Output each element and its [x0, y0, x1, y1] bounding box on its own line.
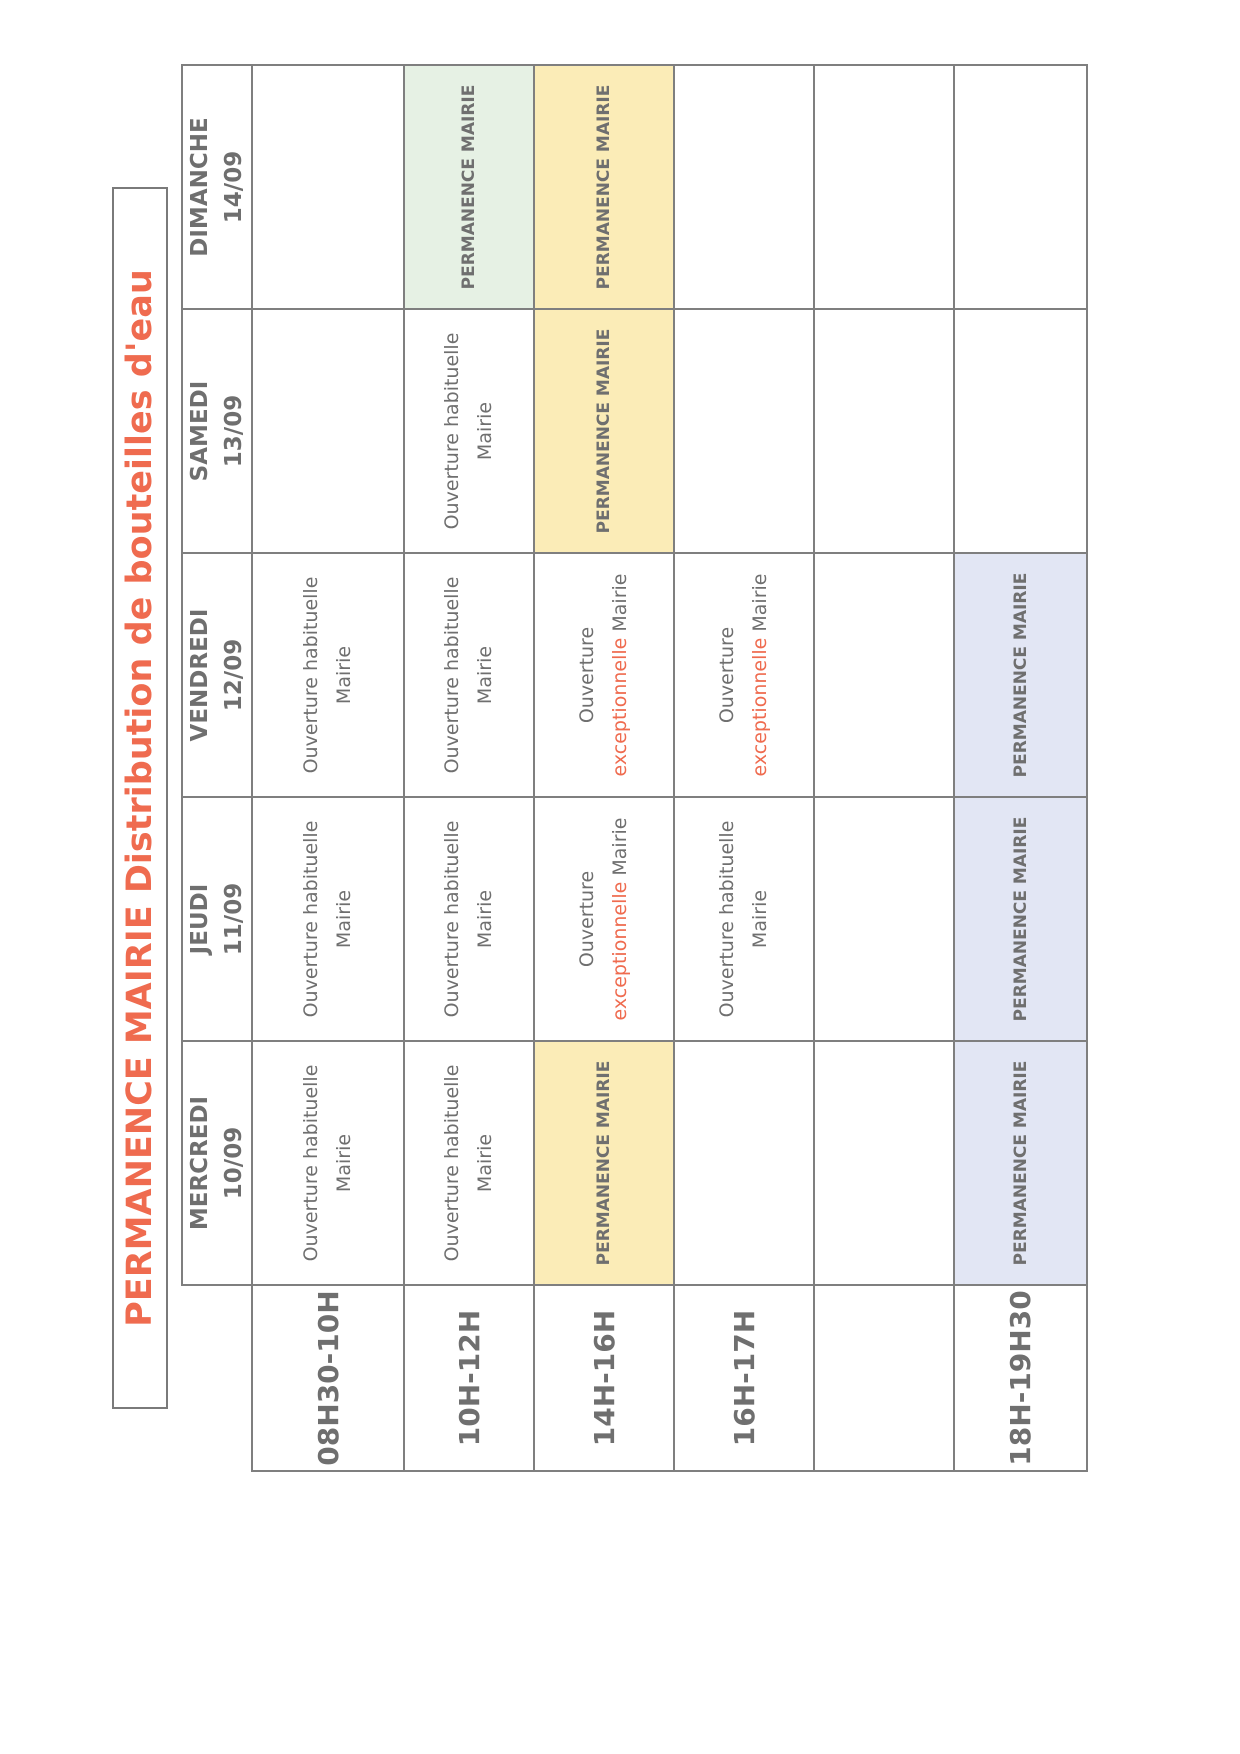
schedule-table — [181, 64, 1088, 1472]
empty-cell — [814, 553, 954, 797]
opening-cell — [404, 309, 534, 553]
opening-text: Ouverture habituelle — [300, 576, 322, 774]
header-row — [182, 65, 252, 1471]
opening-cell — [252, 797, 404, 1041]
day-name: DIMANCHE — [187, 117, 213, 257]
day-date: 14/09 — [221, 150, 247, 224]
opening-text: Ouverture — [576, 870, 598, 968]
time-row — [534, 65, 674, 1471]
permanence-cell: PERMANENCE MAIRIE — [954, 1041, 1087, 1285]
exceptional-word: exceptionnelle — [609, 637, 631, 777]
opening-place: Mairie — [609, 573, 631, 638]
day-header — [182, 65, 252, 309]
permanence-cell: PERMANENCE MAIRIE — [534, 65, 674, 309]
empty-cell — [674, 1041, 814, 1285]
time-row — [252, 65, 404, 1471]
opening-cell — [252, 553, 404, 797]
permanence-cell: PERMANENCE MAIRIE — [954, 797, 1087, 1041]
empty-cell — [674, 65, 814, 309]
exceptional-opening-cell — [534, 797, 674, 1041]
day-date: 12/09 — [221, 638, 247, 712]
exceptional-opening-cell — [674, 553, 814, 797]
time-row — [404, 65, 534, 1471]
empty-cell — [252, 65, 404, 309]
time-slot-label — [814, 1285, 954, 1471]
page-title: PERMANENCE MAIRIE Distribution de bouteilles d'eau — [120, 269, 160, 1327]
opening-place: Mairie — [333, 645, 355, 705]
time-slot-label: 18H-19H30 — [954, 1285, 1087, 1471]
day-name: MERCREDI — [187, 1095, 213, 1231]
empty-cell — [674, 309, 814, 553]
opening-text: Ouverture habituelle — [300, 820, 322, 1018]
opening-text: Ouverture habituelle — [441, 332, 463, 530]
exceptional-line — [604, 554, 637, 796]
permanence-cell: PERMANENCE MAIRIE — [954, 553, 1087, 797]
opening-place: Mairie — [474, 1133, 496, 1193]
time-slot-label: 16H-17H — [674, 1285, 814, 1471]
opening-place: Mairie — [749, 889, 771, 949]
opening-place: Mairie — [609, 817, 631, 882]
time-row — [814, 65, 954, 1471]
corner-cell — [182, 1285, 252, 1471]
permanence-cell: PERMANENCE MAIRIE — [534, 309, 674, 553]
day-header — [182, 309, 252, 553]
empty-cell — [814, 65, 954, 309]
exceptional-word: exceptionnelle — [749, 637, 771, 777]
empty-cell — [252, 309, 404, 553]
opening-text: Ouverture habituelle — [441, 576, 463, 774]
permanence-cell: PERMANENCE MAIRIE — [404, 65, 534, 309]
time-row — [954, 65, 1087, 1471]
empty-cell — [814, 797, 954, 1041]
opening-cell — [404, 1041, 534, 1285]
time-slot-label: 08H30-10H — [252, 1285, 404, 1471]
day-header — [182, 797, 252, 1041]
exceptional-line — [604, 798, 637, 1040]
empty-cell — [954, 65, 1087, 309]
opening-place: Mairie — [474, 401, 496, 461]
day-date: 10/09 — [221, 1126, 247, 1200]
exceptional-line — [744, 554, 777, 796]
opening-text: Ouverture habituelle — [300, 1064, 322, 1262]
day-name: VENDREDI — [187, 608, 213, 742]
empty-cell — [814, 309, 954, 553]
day-name: SAMEDI — [187, 380, 213, 482]
day-header — [182, 1041, 252, 1285]
opening-place: Mairie — [474, 645, 496, 705]
opening-place: Mairie — [474, 889, 496, 949]
empty-cell — [814, 1041, 954, 1285]
day-name: JEUDI — [187, 883, 213, 955]
opening-place: Mairie — [333, 889, 355, 949]
opening-cell — [674, 797, 814, 1041]
time-slot-label: 14H-16H — [534, 1285, 674, 1471]
day-header — [182, 553, 252, 797]
empty-cell — [954, 309, 1087, 553]
exceptional-word: exceptionnelle — [609, 881, 631, 1021]
opening-text: Ouverture habituelle — [441, 820, 463, 1018]
exceptional-opening-cell — [534, 553, 674, 797]
opening-text: Ouverture — [576, 626, 598, 724]
time-row — [674, 65, 814, 1471]
opening-text: Ouverture habituelle — [716, 820, 738, 1018]
opening-cell — [252, 1041, 404, 1285]
opening-place: Mairie — [333, 1133, 355, 1193]
opening-text: Ouverture habituelle — [441, 1064, 463, 1262]
day-date: 13/09 — [221, 394, 247, 468]
opening-text: Ouverture — [716, 626, 738, 724]
opening-cell — [404, 553, 534, 797]
opening-place: Mairie — [749, 573, 771, 638]
permanence-cell: PERMANENCE MAIRIE — [534, 1041, 674, 1285]
opening-cell — [404, 797, 534, 1041]
time-slot-label: 10H-12H — [404, 1285, 534, 1471]
day-date: 11/09 — [221, 882, 247, 956]
